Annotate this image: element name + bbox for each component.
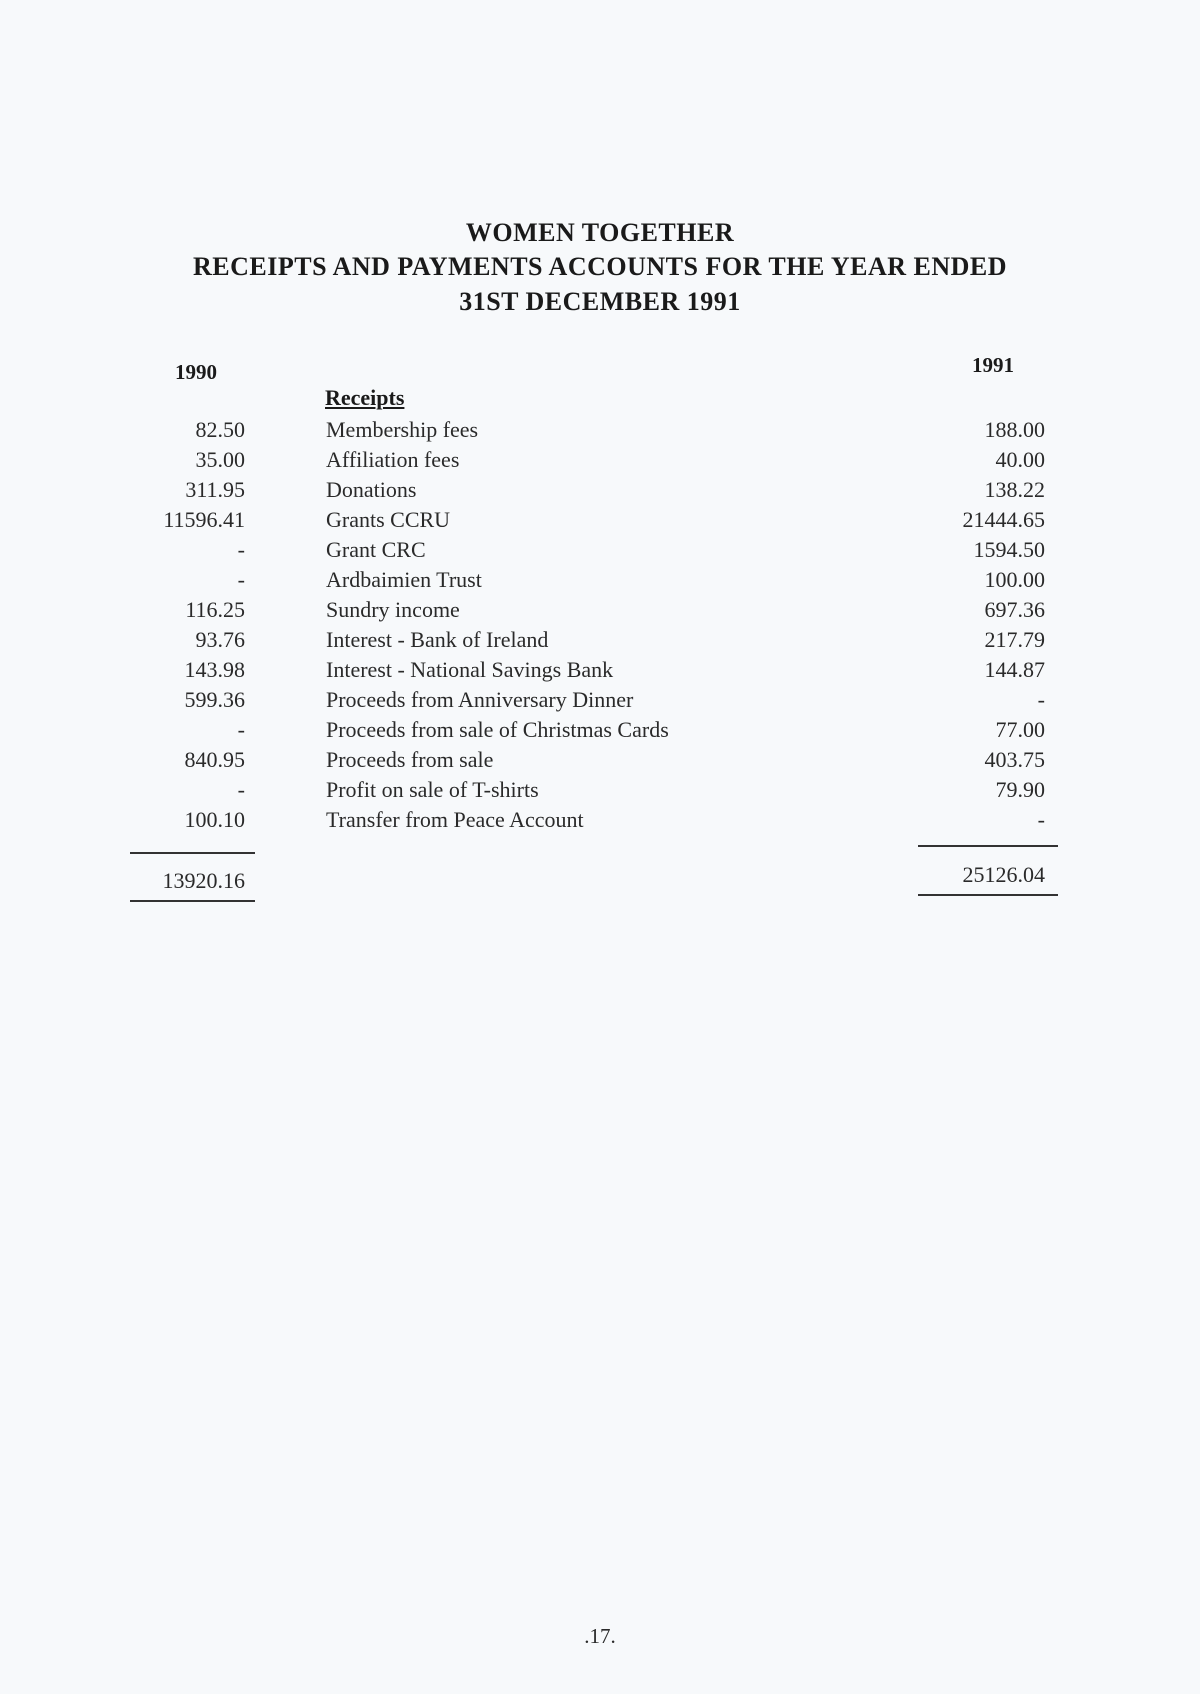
amount-1990: 11596.41 bbox=[163, 507, 245, 532]
amount-1991: 188.00 bbox=[984, 417, 1045, 442]
row-label: Interest - National Savings Bank bbox=[326, 657, 614, 682]
amount-1990: 143.98 bbox=[184, 657, 245, 682]
amount-1990: 35.00 bbox=[195, 447, 245, 472]
amount-1990: 116.25 bbox=[185, 597, 245, 622]
table-row bbox=[0, 507, 1200, 537]
section-title-receipts: Receipts bbox=[325, 385, 405, 410]
row-label: Affiliation fees bbox=[326, 447, 460, 472]
table-row bbox=[0, 747, 1200, 777]
row-label: Interest - Bank of Ireland bbox=[326, 627, 549, 652]
table-row bbox=[0, 807, 1200, 837]
amount-1990: - bbox=[237, 567, 245, 592]
table-row bbox=[0, 597, 1200, 627]
row-label: Profit on sale of T-shirts bbox=[326, 777, 539, 802]
table-row bbox=[0, 417, 1200, 447]
row-label: Proceeds from Anniversary Dinner bbox=[326, 687, 634, 712]
table-row bbox=[0, 537, 1200, 567]
amount-1990: 840.95 bbox=[184, 747, 245, 772]
row-label: Proceeds from sale bbox=[326, 747, 494, 772]
amount-1990: - bbox=[237, 777, 245, 802]
amount-1991: 403.75 bbox=[984, 747, 1045, 772]
amount-1990: 100.10 bbox=[184, 807, 245, 832]
row-label: Grants CCRU bbox=[326, 507, 451, 532]
table-row bbox=[0, 447, 1200, 477]
total-underline-1991 bbox=[918, 894, 1058, 896]
row-label: Ardbaimien Trust bbox=[326, 567, 482, 592]
table-row bbox=[0, 627, 1200, 657]
title-line-statement: RECEIPTS AND PAYMENTS ACCOUNTS FOR THE YEAR ENDED bbox=[192, 252, 1008, 281]
row-label: Transfer from Peace Account bbox=[326, 807, 584, 832]
amount-1991: 697.36 bbox=[984, 597, 1045, 622]
total-1990: 13920.16 bbox=[162, 868, 245, 893]
table-row bbox=[0, 477, 1200, 507]
amount-1990: 82.50 bbox=[195, 417, 245, 442]
row-label: Donations bbox=[326, 477, 417, 502]
row-label: Proceeds from sale of Christmas Cards bbox=[326, 717, 669, 742]
amount-1991: 100.00 bbox=[984, 567, 1045, 592]
total-1991: 25126.04 bbox=[962, 862, 1045, 887]
amount-1990: 93.76 bbox=[195, 627, 245, 652]
title-line-date: 31ST DECEMBER 1991 bbox=[459, 287, 741, 316]
amount-1990: - bbox=[237, 537, 245, 562]
page-number: .17. bbox=[584, 1624, 616, 1648]
amount-1991: 138.22 bbox=[984, 477, 1045, 502]
column-header-1990: 1990 bbox=[175, 360, 217, 384]
amount-1991: 40.00 bbox=[995, 447, 1045, 472]
table-row bbox=[0, 687, 1200, 717]
amount-1991: 217.79 bbox=[984, 627, 1045, 652]
table-row bbox=[0, 717, 1200, 747]
subtotal-rule-1991 bbox=[918, 845, 1058, 847]
row-label: Sundry income bbox=[326, 597, 460, 622]
row-label: Grant CRC bbox=[326, 537, 426, 562]
amount-1990: 311.95 bbox=[185, 477, 245, 502]
title-line-organisation: WOMEN TOGETHER bbox=[465, 218, 735, 247]
amount-1991: 21444.65 bbox=[962, 507, 1045, 532]
total-underline-1990 bbox=[130, 900, 255, 902]
table-row bbox=[0, 567, 1200, 597]
table-row bbox=[0, 777, 1200, 807]
row-label: Membership fees bbox=[326, 417, 479, 442]
table-row bbox=[0, 657, 1200, 687]
amount-1991: - bbox=[1037, 687, 1045, 712]
amount-1991: 77.00 bbox=[995, 717, 1045, 742]
amount-1990: 599.36 bbox=[184, 687, 245, 712]
subtotal-rule-1990 bbox=[130, 852, 255, 854]
amount-1991: 144.87 bbox=[984, 657, 1045, 682]
column-header-1991: 1991 bbox=[972, 353, 1014, 377]
amount-1991: 79.90 bbox=[995, 777, 1045, 802]
amount-1991: - bbox=[1037, 807, 1045, 832]
amount-1990: - bbox=[237, 717, 245, 742]
amount-1991: 1594.50 bbox=[973, 537, 1045, 562]
